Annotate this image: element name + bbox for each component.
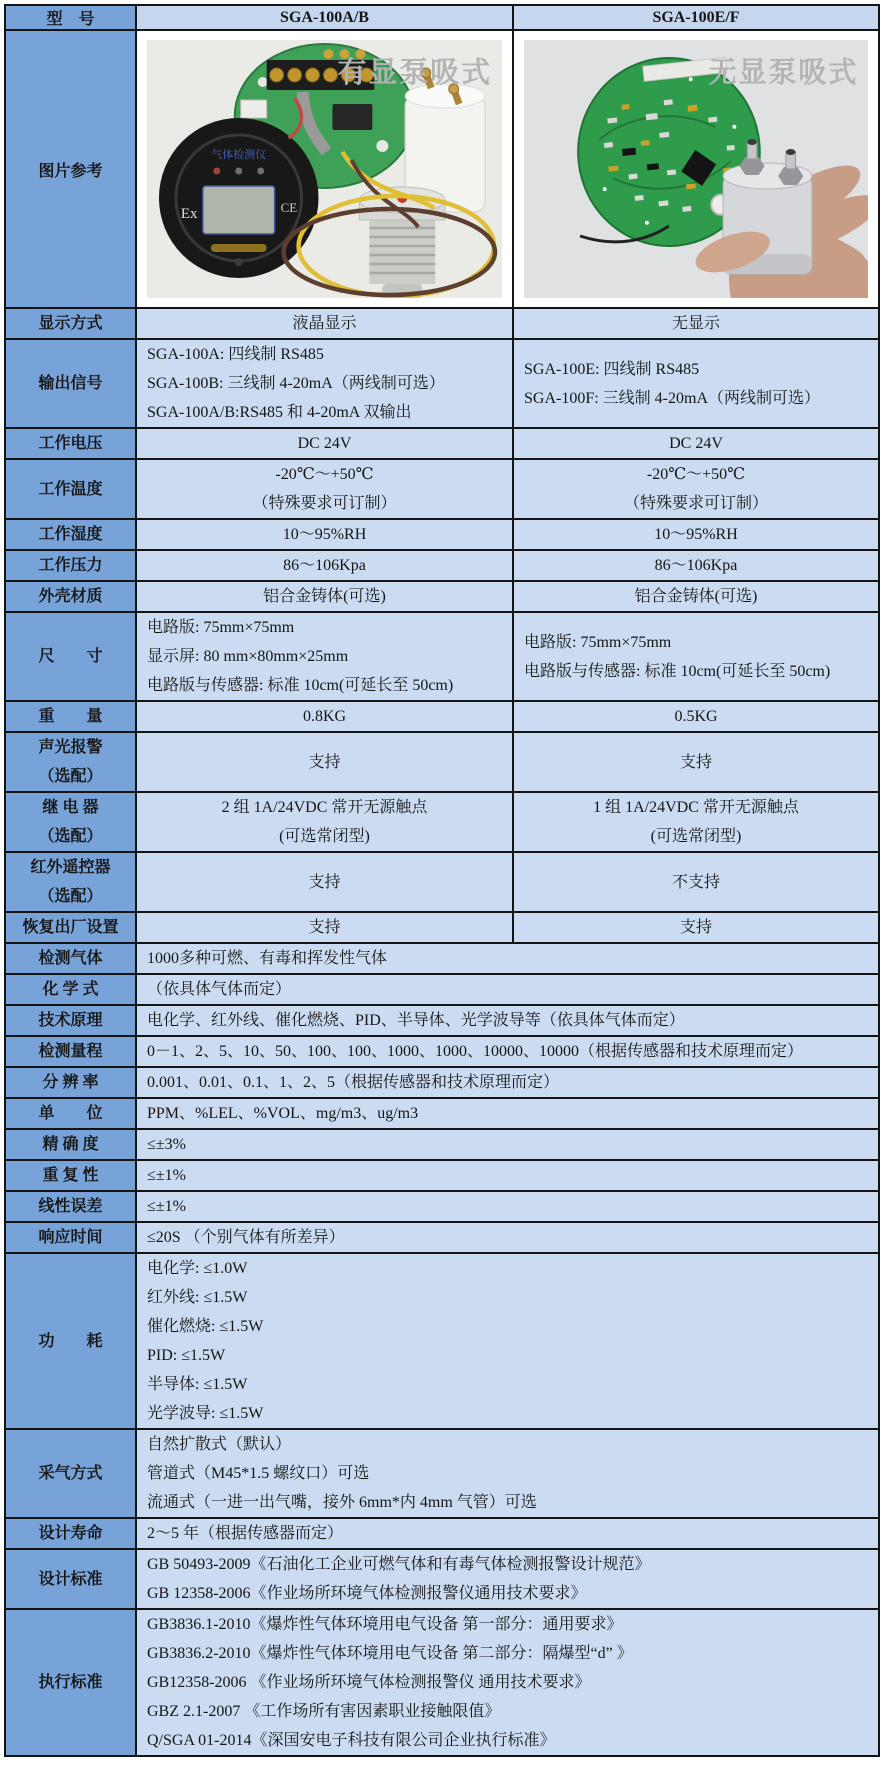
row-value-b <box>513 581 879 612</box>
row-label-text: （选配） <box>38 828 103 845</box>
sensor-cylinder-graphic <box>359 187 445 298</box>
row-label-text: 检测气体 <box>38 950 103 967</box>
row-value-a <box>136 701 513 732</box>
model-label-cell: 型 号 <box>5 5 136 30</box>
row-value-b <box>513 550 879 581</box>
table-row <box>5 732 879 792</box>
row-label <box>5 1129 136 1160</box>
span-rows-body <box>5 943 879 1756</box>
row-value-b <box>513 459 879 519</box>
row-value-span <box>136 974 879 1005</box>
cell-text: ≤±1% <box>147 1167 186 1184</box>
table-row <box>5 1067 879 1098</box>
row-value-span <box>136 1518 879 1549</box>
cell-text: ≤±1% <box>147 1198 186 1215</box>
table-row <box>5 701 879 732</box>
lcd-screen <box>203 186 275 234</box>
row-value-a <box>136 732 513 792</box>
cell-text: SGA-100E: 四线制 RS485 <box>524 360 700 378</box>
table-row <box>5 612 879 701</box>
row-value-span <box>136 1098 879 1129</box>
cell-text: 2～5 年（根据传感器而定） <box>147 1525 344 1542</box>
cell-text: 电化学: ≤1.0W <box>147 1260 248 1277</box>
row-label <box>5 1036 136 1067</box>
table-row <box>5 519 879 550</box>
cell-text: (可选常闭型) <box>279 828 370 845</box>
cell-text: 红外线: ≤1.5W <box>147 1289 248 1306</box>
row-label-text: 重 复 性 <box>42 1167 99 1184</box>
table-row <box>5 1549 879 1609</box>
row-label <box>5 428 136 459</box>
row-value-b <box>513 308 879 339</box>
cell-text: 不支持 <box>671 873 720 891</box>
cell-text: 支持 <box>308 873 341 891</box>
row-label <box>5 1429 136 1518</box>
row-value-span <box>136 1609 879 1756</box>
table-row <box>5 1036 879 1067</box>
cell-text: 支持 <box>679 753 712 771</box>
row-value-a <box>136 339 513 428</box>
row-label-text: 功 耗 <box>38 1332 103 1350</box>
row-label <box>5 1518 136 1549</box>
photo-a-graphic <box>147 40 502 298</box>
cell-text: 0－1、2、5、10、50、100、100、1000、1000、10000、10000（根据传感器和技术原理而定） <box>147 1043 804 1060</box>
row-label <box>5 1191 136 1222</box>
cell-text: 86～106Kpa <box>283 557 366 574</box>
cell-text: Q/SGA 01-2014《深国安电子科技有限公司企业执行标准》 <box>147 1732 556 1749</box>
row-value-a <box>136 459 513 519</box>
row-value-b <box>513 852 879 912</box>
table-row <box>5 1191 879 1222</box>
row-label-text: 外壳材质 <box>38 588 103 605</box>
cell-text: (可选常闭型) <box>650 828 742 845</box>
table-row <box>5 1609 879 1756</box>
row-value-span <box>136 1036 879 1067</box>
row-label-text: 线性误差 <box>38 1198 103 1215</box>
photo-row <box>5 30 879 308</box>
row-label-text: 重 量 <box>38 708 103 725</box>
row-label-text: 单 位 <box>38 1105 103 1122</box>
row-value-a <box>136 550 513 581</box>
row-value-a <box>136 852 513 912</box>
row-label-text: 恢复出厂设置 <box>22 919 119 936</box>
row-value-span <box>136 1222 879 1253</box>
cell-text: 液晶显示 <box>292 315 357 332</box>
table-row <box>5 1160 879 1191</box>
row-value-a <box>136 612 513 701</box>
cell-text: 0.5KG <box>674 708 718 725</box>
cell-text: 支持 <box>308 753 341 771</box>
row-value-span <box>136 1005 879 1036</box>
row-label-text: 显示方式 <box>38 315 103 332</box>
row-value-b <box>513 519 879 550</box>
row-label-text: 输出信号 <box>38 375 103 392</box>
row-label <box>5 519 136 550</box>
cell-text: 显示屏: 80 mm×80mm×25mm <box>147 648 349 665</box>
row-label-text: 设计标准 <box>38 1570 103 1588</box>
cell-text: -20℃～+50℃ <box>275 466 374 483</box>
row-label <box>5 308 136 339</box>
row-label-text: 工作电压 <box>38 435 103 452</box>
cell-text: GBZ 2.1-2007 《工作场所有害因素职业接触限值》 <box>147 1703 501 1720</box>
row-label <box>5 1609 136 1756</box>
watermark-pump-type-a: 有显泵吸式 <box>337 56 493 90</box>
cell-text: 管道式（M45*1.5 螺纹口）可选 <box>147 1465 370 1482</box>
gauge-graphic <box>159 118 319 278</box>
row-label-text: 尺 寸 <box>38 648 103 665</box>
cell-text: SGA-100F: 三线制 4-20mA（两线制可选） <box>524 389 821 407</box>
table-row <box>5 308 879 339</box>
cell-text: SGA-100A/B:RS485 和 4-20mA 双输出 <box>147 404 412 421</box>
row-label <box>5 550 136 581</box>
cell-text: 电路版: 75mm×75mm <box>524 633 672 651</box>
cell-text: -20℃～+50℃ <box>646 466 746 483</box>
cell-text: 1000多种可燃、有毒和挥发性气体 <box>147 950 388 967</box>
cell-text: 光学波导: ≤1.5W <box>147 1405 264 1422</box>
row-label <box>5 943 136 974</box>
row-label <box>5 912 136 943</box>
row-label <box>5 339 136 428</box>
cell-text: （特殊要求可订制） <box>623 495 768 512</box>
gauge-brand-text: 气体检测仪 <box>211 148 267 162</box>
row-value-span <box>136 943 879 974</box>
row-value-a <box>136 792 513 852</box>
cell-text: GB3836.2-2010《爆炸性气体环境用电气设备 第二部分：隔爆型“d” 》 <box>147 1645 633 1662</box>
row-label <box>5 581 136 612</box>
row-label <box>5 974 136 1005</box>
row-label <box>5 1549 136 1609</box>
cell-text: （特殊要求可订制） <box>252 495 397 512</box>
row-label-text: 设计寿命 <box>38 1525 103 1542</box>
cell-text: 电化学、红外线、催化燃烧、PID、半导体、光学波导等（依具体气体而定） <box>147 1012 685 1029</box>
row-label-text: 工作湿度 <box>38 526 103 543</box>
row-label-text: 红外遥控器 <box>30 859 111 876</box>
cell-text: PID: ≤1.5W <box>147 1347 226 1364</box>
cell-text: 支持 <box>679 919 712 936</box>
cell-text: 86～106Kpa <box>654 557 738 574</box>
table-row <box>5 339 879 428</box>
row-label <box>5 792 136 852</box>
cell-text: （依具体气体而定） <box>147 981 292 998</box>
row-label <box>5 612 136 701</box>
row-label-text: 响应时间 <box>38 1229 103 1246</box>
cell-text: ≤20S （个别气体有所差异） <box>147 1229 345 1246</box>
table-row <box>5 1098 879 1129</box>
cell-text: 流通式（一进一出气嘴，接外 6mm*内 4mm 气管）可选 <box>147 1494 537 1511</box>
row-label <box>5 1222 136 1253</box>
dual-rows-body <box>5 308 879 943</box>
row-label-text: 采气方式 <box>38 1465 103 1482</box>
table-row <box>5 428 879 459</box>
cell-text: 支持 <box>308 919 341 936</box>
row-label <box>5 1160 136 1191</box>
product-photo-sga-100ef <box>524 40 868 298</box>
header-body <box>5 5 879 308</box>
row-label-text: 分 辨 率 <box>42 1074 99 1091</box>
row-label <box>5 852 136 912</box>
row-label-text: 精 确 度 <box>42 1136 99 1153</box>
cell-text: 10～95%RH <box>654 526 738 543</box>
product-photo-sga-100ab <box>147 40 502 298</box>
cell-text: 铝合金铸体(可选) <box>263 588 386 605</box>
photo-row-label: 图片参考 <box>5 30 136 308</box>
model-b-header: SGA-100E/F <box>513 5 879 30</box>
table-row <box>5 1005 879 1036</box>
row-label <box>5 459 136 519</box>
table-row <box>5 912 879 943</box>
table-row <box>5 974 879 1005</box>
row-value-span <box>136 1160 879 1191</box>
row-value-span <box>136 1129 879 1160</box>
row-value-b <box>513 792 879 852</box>
cell-text: 铝合金铸体(可选) <box>634 588 758 605</box>
row-value-a <box>136 519 513 550</box>
cell-text: 自然扩散式（默认） <box>147 1436 292 1453</box>
cell-text: ≤±3% <box>147 1136 186 1153</box>
cell-text: 0.8KG <box>302 708 347 725</box>
table-row <box>5 581 879 612</box>
row-value-b <box>513 912 879 943</box>
row-label-text: （选配） <box>38 888 103 905</box>
product-photo-a-cell <box>136 30 513 308</box>
row-value-a <box>136 581 513 612</box>
spec-table <box>4 4 880 1757</box>
row-label-text: 声光报警 <box>38 739 103 756</box>
cell-text: PPM、%LEL、%VOL、mg/m3、ug/m3 <box>147 1105 419 1122</box>
row-label <box>5 1005 136 1036</box>
row-label-text: 工作温度 <box>38 480 103 498</box>
row-label <box>5 701 136 732</box>
row-value-b <box>513 732 879 792</box>
row-value-span <box>136 1549 879 1609</box>
cell-text: SGA-100A: 四线制 RS485 <box>147 346 324 363</box>
row-label-text: 技术原理 <box>38 1012 103 1029</box>
watermark-pump-type-b: 无显泵吸式 <box>708 57 859 90</box>
cell-text: DC 24V <box>669 435 723 452</box>
cell-text: GB 12358-2006《作业场所环境气体检测报警仪通用技术要求》 <box>147 1585 587 1602</box>
cell-text: 无显示 <box>671 315 720 332</box>
cell-text: 2 组 1A/24VDC 常开无源触点 <box>221 799 428 816</box>
table-row <box>5 1429 879 1518</box>
cell-text: 半导体: ≤1.5W <box>147 1376 248 1393</box>
row-value-span <box>136 1253 879 1429</box>
row-value-b <box>513 701 879 732</box>
row-value-a <box>136 428 513 459</box>
cell-text: 电路版与传感器: 标准 10cm(可延长至 50cm) <box>524 662 831 680</box>
row-label-text: 工作压力 <box>38 557 103 574</box>
row-value-b <box>513 612 879 701</box>
table-row <box>5 1222 879 1253</box>
cell-text: GB 50493-2009《石油化工企业可燃气体和有毒气体检测报警设计规范》 <box>147 1556 651 1573</box>
row-label <box>5 1098 136 1129</box>
row-value-span <box>136 1067 879 1098</box>
row-label <box>5 732 136 792</box>
cell-text: 催化燃烧: ≤1.5W <box>147 1318 264 1335</box>
cell-text: 电路版与传感器: 标准 10cm(可延长至 50cm) <box>147 677 454 694</box>
cell-text: DC 24V <box>297 435 352 452</box>
table-row <box>5 943 879 974</box>
row-label-text: 执行标准 <box>38 1674 103 1691</box>
cell-text: GB3836.1-2010《爆炸性气体环境用电气设备 第一部分：通用要求》 <box>147 1616 623 1633</box>
table-row <box>5 792 879 852</box>
product-photo-b-cell <box>513 30 879 308</box>
table-row <box>5 1129 879 1160</box>
page <box>0 4 881 1772</box>
row-value-a <box>136 308 513 339</box>
table-row <box>5 1253 879 1429</box>
row-label-text: 化 学 式 <box>42 981 99 998</box>
row-value-span <box>136 1429 879 1518</box>
cell-text: 10～95%RH <box>282 526 367 543</box>
row-label <box>5 1253 136 1429</box>
row-value-span <box>136 1191 879 1222</box>
table-row <box>5 1518 879 1549</box>
ce-mark: CE <box>280 199 298 216</box>
cell-text: 0.001、0.01、0.1、1、2、5（根据传感器和技术原理而定） <box>147 1074 560 1091</box>
row-value-b <box>513 339 879 428</box>
row-label-text: （选配） <box>38 768 103 785</box>
cell-text: SGA-100B: 三线制 4-20mA（两线制可选） <box>147 375 445 392</box>
row-label-text: 继 电 器 <box>42 799 99 816</box>
cell-text: 电路版: 75mm×75mm <box>147 619 295 636</box>
row-value-a <box>136 912 513 943</box>
cell-text: GB12358-2006 《作业场所环境气体检测报警仪 通用技术要求》 <box>147 1674 591 1691</box>
table-row <box>5 459 879 519</box>
table-row <box>5 550 879 581</box>
row-label <box>5 1067 136 1098</box>
row-label-text: 检测量程 <box>38 1043 103 1060</box>
table-row <box>5 852 879 912</box>
cell-text: 1 组 1A/24VDC 常开无源触点 <box>593 799 799 816</box>
model-a-header: SGA-100A/B <box>136 5 513 30</box>
row-value-b <box>513 428 879 459</box>
ex-mark: Ex <box>180 205 198 223</box>
header-row <box>5 5 879 30</box>
photo-b-graphic <box>524 40 868 298</box>
